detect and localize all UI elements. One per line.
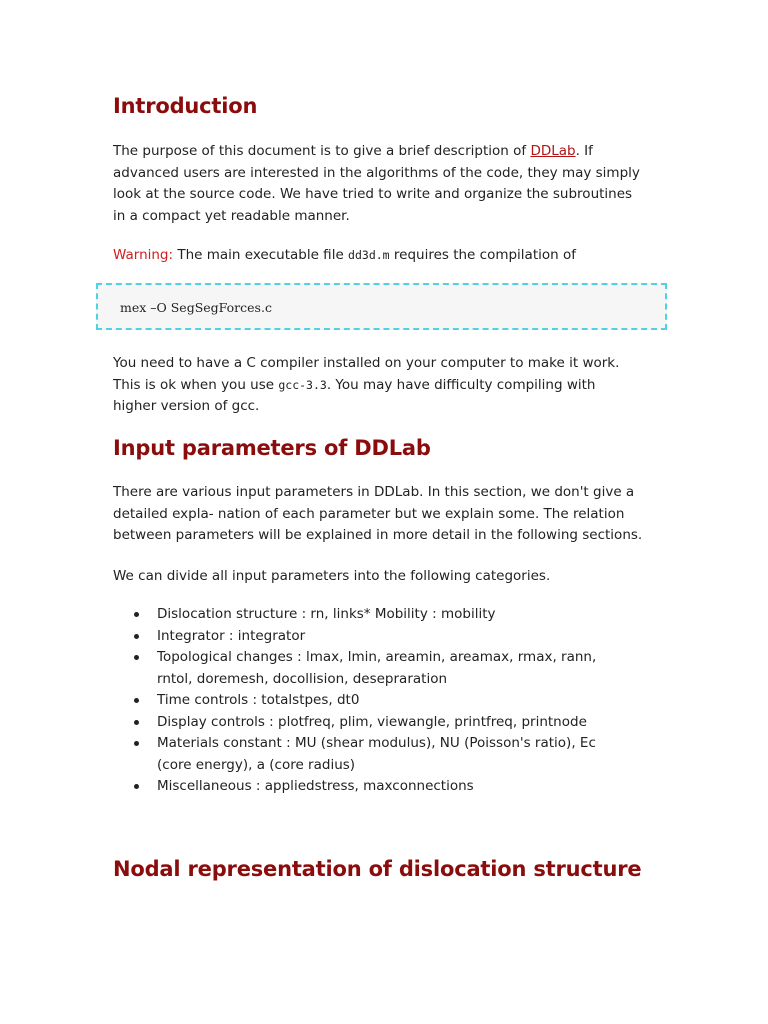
bullet-icon: [134, 634, 139, 639]
warning-text-2: requires the compilation of: [389, 247, 576, 263]
inline-code-gcc: gcc-3.3: [278, 377, 327, 392]
list-item-text: Integrator : integrator: [157, 627, 306, 644]
list-item: [113, 626, 633, 648]
list-item: [113, 776, 633, 798]
warning-label: Warning:: [113, 247, 174, 263]
bullet-icon: [134, 698, 139, 703]
list-item-text: Dislocation structure : rn, links* Mobility : mobility: [157, 606, 496, 622]
code-block: [96, 283, 667, 330]
list-item: [113, 712, 633, 734]
code-block-text: mex –O SegSegForces.c: [120, 300, 272, 315]
parameter-category-list: [113, 604, 633, 798]
compiler-text-1: You need to have a C compiler installed on your computer to make it work. This is ok when you use: [113, 355, 620, 393]
list-item-text: Topological changes : lmax, lmin, areamin, areamax, rmax, rann, rntol, doremesh, docollision, desepraration: [157, 649, 597, 687]
list-item: [113, 733, 633, 776]
list-item-text: Time controls : totalstpes, dt0: [157, 692, 360, 708]
bullet-icon: [134, 741, 139, 746]
compiler-text-2: . You may have difficulty compiling with higher version of gcc.: [113, 376, 596, 414]
input-paragraph-1: There are various input parameters in DDLab. In this section, we don't give a detailed expla- nation of each parameter but we explain some. The relation between parameters will be explained in more detail in the following sections.: [113, 484, 643, 543]
bullet-icon: [134, 720, 139, 725]
list-item-text: Materials constant : MU (shear modulus), NU (Poisson's ratio), Ec (core energy), a (core radius): [157, 735, 596, 773]
section-heading-input-parameters: Input parameters of DDLab: [113, 436, 431, 460]
input-paragraph-2: We can divide all input parameters into the following categories.: [113, 568, 551, 584]
warning-text-1: The main executable file: [173, 247, 349, 263]
ddlab-link[interactable]: DDLab: [530, 143, 576, 159]
section-heading-nodal-representation: Nodal representation of dislocation structure: [113, 857, 642, 881]
list-item-text: Miscellaneous : appliedstress, maxconnections: [157, 778, 474, 794]
inline-code-dd3d: dd3d.m: [348, 248, 390, 262]
compiler-paragraph: [113, 353, 643, 418]
list-item: [113, 604, 633, 626]
intro-text-2: . If advanced users are interested in the algorithms of the code, they may simply look at the source code. We have tried to write and organize the subroutines in a compact yet readable manner.: [113, 143, 640, 224]
list-item-text: Display controls : plotfreq, plim, viewangle, printfreq, printnode: [157, 713, 587, 730]
section-heading-introduction: Introduction: [113, 94, 258, 118]
intro-paragraph: [113, 141, 643, 227]
intro-text-1: The purpose of this document is to give a brief description of: [113, 143, 531, 159]
warning-paragraph: [113, 245, 643, 267]
bullet-icon: [134, 612, 139, 617]
list-item: [113, 647, 633, 690]
list-item: [113, 690, 633, 712]
bullet-icon: [134, 784, 139, 789]
bullet-icon: [134, 655, 139, 660]
